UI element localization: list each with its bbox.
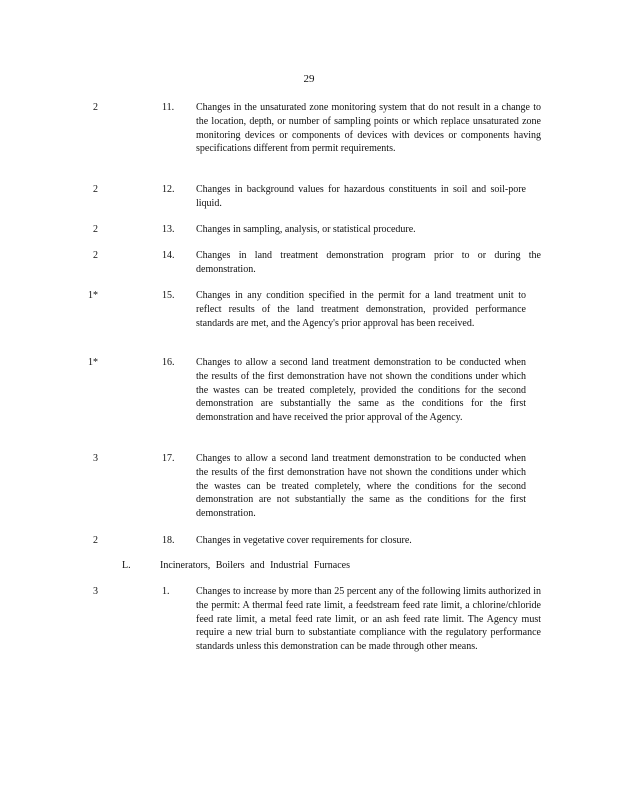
item-text: Changes in sampling, analysis, or statistical procedure. [196, 224, 416, 235]
item-number: 13. [162, 224, 175, 235]
item-number: 16. [162, 357, 175, 368]
page-number: 29 [303, 73, 315, 85]
item-text: Changes to allow a second land treatment demonstration to be conducted when the results of the first demonstration have not shown the conditions under which the wastes can be treated completely, provided the conditions for the second demonstration are substantially the same as the conditions for the first demonstration and have received the prior approval of the Agency. [196, 357, 526, 424]
class-label: 2 [93, 184, 98, 195]
item-number: 11. [162, 102, 175, 113]
item-number: 17. [162, 453, 175, 464]
section-letter: L. [122, 560, 131, 571]
class-label: 2 [93, 535, 98, 546]
class-label: 2 [93, 102, 98, 113]
section-title: Incinerators, Boilers and Industrial Furnaces [160, 560, 351, 571]
class-label: 2 [93, 224, 98, 235]
item-text: Changes in any condition specified in the permit for a land treatment unit to reflect results of the land treatment demonstration, provided performance standards are met, and the Agency's prior approval has been received. [196, 290, 526, 329]
item-text: Changes to allow a second land treatment demonstration to be conducted when the results of the first demonstration have not shown the conditions under which the wastes can be treated completely, where the conditions for the second demonstration are not substantially the same as the conditions for the first demonstration. [196, 453, 526, 520]
item-number: 18. [162, 535, 175, 546]
item-number: 14. [162, 250, 175, 261]
class-label: 1* [88, 357, 98, 368]
item-number: 1. [162, 586, 170, 597]
item-text: Changes to increase by more than 25 percent any of the following limits authorized in the permit: A thermal feed rate limit, a feedstream feed rate limit, a chlorine/chloride feed rate limit, a metal feed rate limit, or an ash feed rate limit. The Agency must require a new trial burn to substantiate compliance with the regulatory performance standards unless this demonstration can be made through other means. [196, 586, 541, 653]
class-label: 2 [93, 250, 98, 261]
item-text: Changes in land treatment demonstration program prior to or during the demonstration. [196, 250, 541, 275]
item-text: Changes in the unsaturated zone monitoring system that do not result in a change to the location, depth, or number of sampling points or which replace unsaturated zone monitoring devices or components of devices with devices or components having specifications different from permit requirements. [196, 102, 541, 155]
item-text: Changes in background values for hazardous constituents in soil and soil-pore liquid. [196, 184, 526, 209]
item-text: Changes in vegetative cover requirements for closure. [196, 535, 412, 546]
class-label: 1* [88, 290, 98, 301]
item-number: 12. [162, 184, 175, 195]
item-number: 15. [162, 290, 175, 301]
class-label: 3 [93, 453, 98, 464]
class-label: 3 [93, 586, 98, 597]
